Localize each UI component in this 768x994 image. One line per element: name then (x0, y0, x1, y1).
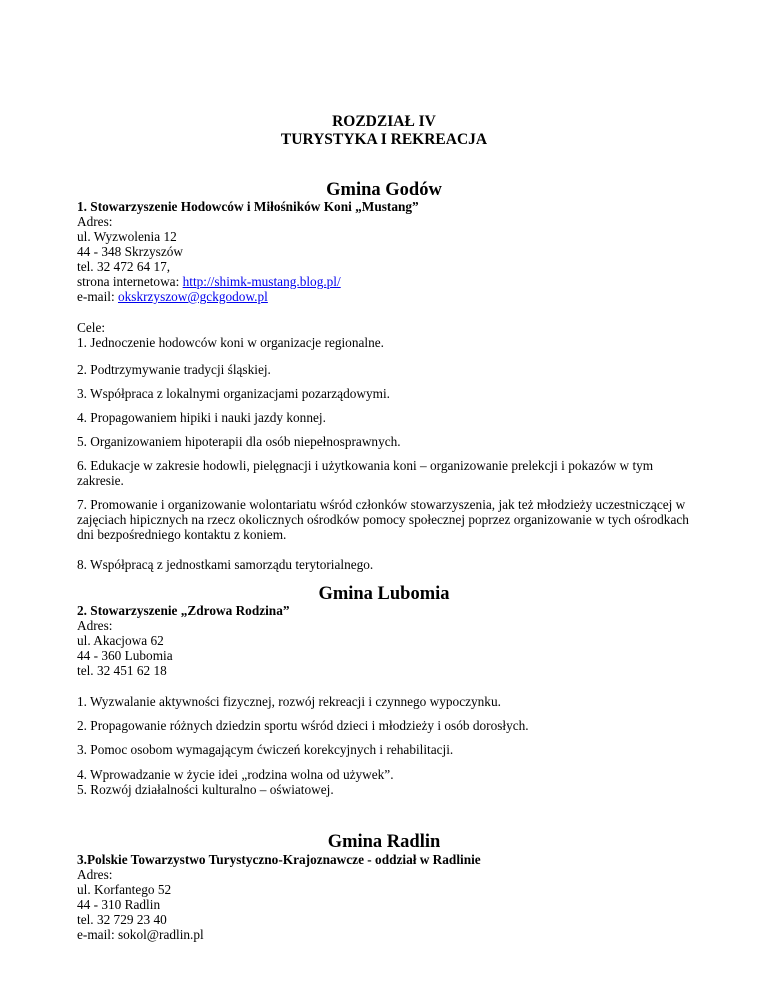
address-label: Adres: (77, 214, 113, 229)
address-city: 44 - 360 Lubomia (77, 648, 173, 663)
phone-number: tel. 32 472 64 17, (77, 259, 171, 274)
section-heading-godow: Gmina Godów (326, 180, 442, 200)
list-item: 5. Organizowaniem hipoterapii dla osób niepełnosprawnych. (77, 434, 401, 449)
email-line: e-mail: sokol@radlin.pl (77, 927, 204, 942)
list-item: 4. Wprowadzanie w życie idei „rodzina wolna od używek”. (77, 767, 394, 782)
address-street: ul. Wyzwolenia 12 (77, 229, 177, 244)
address-city: 44 - 348 Skrzyszów (77, 244, 183, 259)
org-name-mustang: 1. Stowarzyszenie Hodowców i Miłośników Koni „Mustang” (77, 199, 419, 214)
website-label: strona internetowa: (77, 274, 183, 289)
email-label: e-mail: (77, 289, 118, 304)
list-item: 2. Propagowanie różnych dziedzin sportu wśród dzieci i młodzieży i osób dorosłych. (77, 718, 529, 733)
phone-number: tel. 32 451 62 18 (77, 663, 167, 678)
address-street: ul. Akacjowa 62 (77, 633, 164, 648)
org-name-pttk: 3.Polskie Towarzystwo Turystyczno-Krajoznawcze - oddział w Radlinie (77, 852, 481, 867)
address-label: Adres: (77, 867, 113, 882)
list-item: 8. Współpracą z jednostkami samorządu terytorialnego. (77, 557, 374, 572)
list-item: 5. Rozwój działalności kulturalno – oświatowej. (77, 782, 334, 797)
list-item: 3. Współpraca z lokalnymi organizacjami pozarządowymi. (77, 386, 390, 401)
list-item: 7. Promowanie i organizowanie wolontariatu wśród członków stowarzyszenia, jak też młodzieży uczestniczącej w zajęciach hipicznych na rzecz okolicznych ośrodków pomocy społecznej poprzez organizowanie w tych ośrodkach dni bezpośredniego kontaktu z koniem. (77, 497, 689, 542)
list-item: 4. Propagowaniem hipiki i nauki jazdy konnej. (77, 410, 326, 425)
website-line (77, 274, 341, 289)
org-name-zdrowa-rodzina: 2. Stowarzyszenie „Zdrowa Rodzina” (77, 603, 290, 618)
address-label: Adres: (77, 618, 113, 633)
list-item: 2. Podtrzymywanie tradycji śląskiej. (77, 362, 271, 377)
goals-label: Cele: (77, 320, 106, 335)
email-line (77, 289, 268, 304)
list-item: 1. Jednoczenie hodowców koni w organizacje regionalne. (77, 335, 384, 350)
chapter-number: ROZDZIAŁ IV (332, 113, 436, 130)
list-item: 1. Wyzwalanie aktywności fizycznej, rozwój rekreacji i czynnego wypoczynku. (77, 694, 501, 709)
email-link[interactable]: okskrzyszow@gckgodow.pl (117, 289, 268, 304)
section-heading-radlin: Gmina Radlin (327, 832, 441, 852)
website-link[interactable]: http://shimk-mustang.blog.pl/ (182, 274, 341, 289)
list-item: 6. Edukacje w zakresie hodowli, pielęgnacji i użytkowania koni – organizowanie prelekcji i pokazów w tym zakresie. (77, 458, 654, 488)
address-city: 44 - 310 Radlin (77, 897, 161, 912)
chapter-title: TURYSTYKA I REKREACJA (280, 131, 488, 148)
list-item: 3. Pomoc osobom wymagającym ćwiczeń korekcyjnych i rehabilitacji. (77, 742, 454, 757)
address-street: ul. Korfantego 52 (77, 882, 172, 897)
section-heading-lubomia: Gmina Lubomia (318, 584, 450, 604)
phone-number: tel. 32 729 23 40 (77, 912, 167, 927)
